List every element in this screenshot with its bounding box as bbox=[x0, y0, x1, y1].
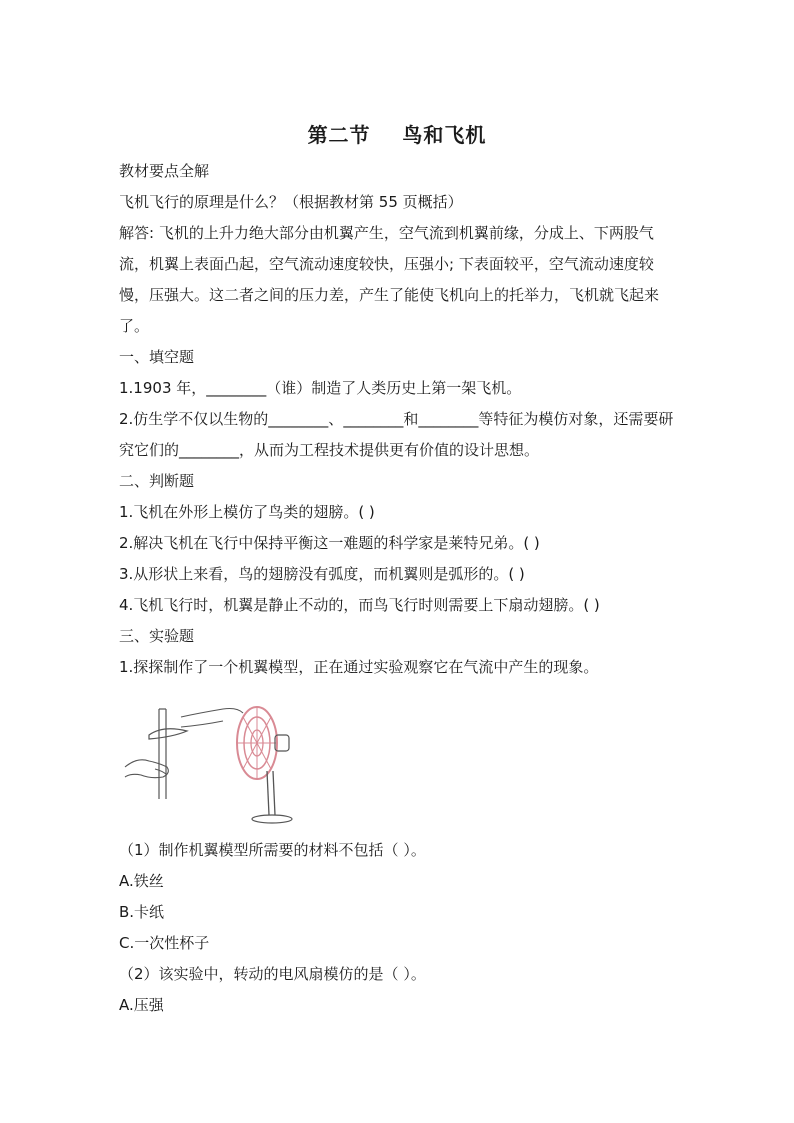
section-heading-experiment: 三、实验题 bbox=[119, 627, 195, 645]
judge-question-2: 2.解决飞机在飞行中保持平衡这一难题的科学家是莱特兄弟。( ) bbox=[119, 534, 540, 552]
wing-model-and-fan-icon bbox=[119, 691, 302, 831]
option-2a: A.压强 bbox=[119, 996, 164, 1014]
judge-question-1: 1.飞机在外形上模仿了鸟类的翅膀。( ) bbox=[119, 503, 375, 521]
wing-fan-illustration bbox=[119, 691, 302, 831]
section-heading-fill-blank: 一、填空题 bbox=[119, 348, 195, 366]
document-body bbox=[119, 156, 677, 1021]
experiment-question-1: 1.探探制作了一个机翼模型，正在通过实验观察它在气流中产生的现象。 bbox=[119, 658, 599, 676]
section-heading-key-points: 教材要点全解 bbox=[119, 162, 210, 180]
judge-question-4: 4.飞机飞行时，机翼是静止不动的，而鸟飞行时则需要上下扇动翅膀。( ) bbox=[119, 596, 600, 614]
judge-question-3: 3.从形状上来看，鸟的翅膀没有弧度，而机翼则是弧形的。( ) bbox=[119, 565, 525, 583]
experiment-subquestion-1: （1）制作机翼模型所需要的材料不包括（ ）。 bbox=[119, 841, 426, 859]
answer-paragraph: 解答: 飞机的上升力绝大部分由机翼产生，空气流到机翼前缘，分成上、下两股气流，机翼上表面凸起，空气流动速度较快，压强小; 下表面较平，空气流动速度较慢，压强大。这二者之间的压力差，产生了能使飞机向上的托举力，飞机就飞起来了。 bbox=[119, 224, 660, 335]
experiment-subquestion-2: （2）该实验中，转动的电风扇模仿的是（ ）。 bbox=[119, 965, 426, 983]
question-text: 飞机飞行的原理是什么？（根据教材第 55 页概括） bbox=[119, 193, 463, 211]
section-heading-true-false: 二、判断题 bbox=[119, 472, 195, 490]
option-1a: A.铁丝 bbox=[119, 872, 164, 890]
fill-question-2: 2.仿生学不仅以生物的________、________和________等特征为模仿对象，还需要研究它们的________，从而为工程技术提供更有价值的设计思想。 bbox=[119, 410, 674, 459]
option-1b: B.卡纸 bbox=[119, 903, 165, 921]
page-title: 第二节 鸟和飞机 bbox=[307, 123, 487, 147]
fill-question-1: 1.1903 年，________（谁）制造了人类历史上第一架飞机。 bbox=[119, 379, 522, 397]
option-1c: C.一次性杯子 bbox=[119, 934, 210, 952]
